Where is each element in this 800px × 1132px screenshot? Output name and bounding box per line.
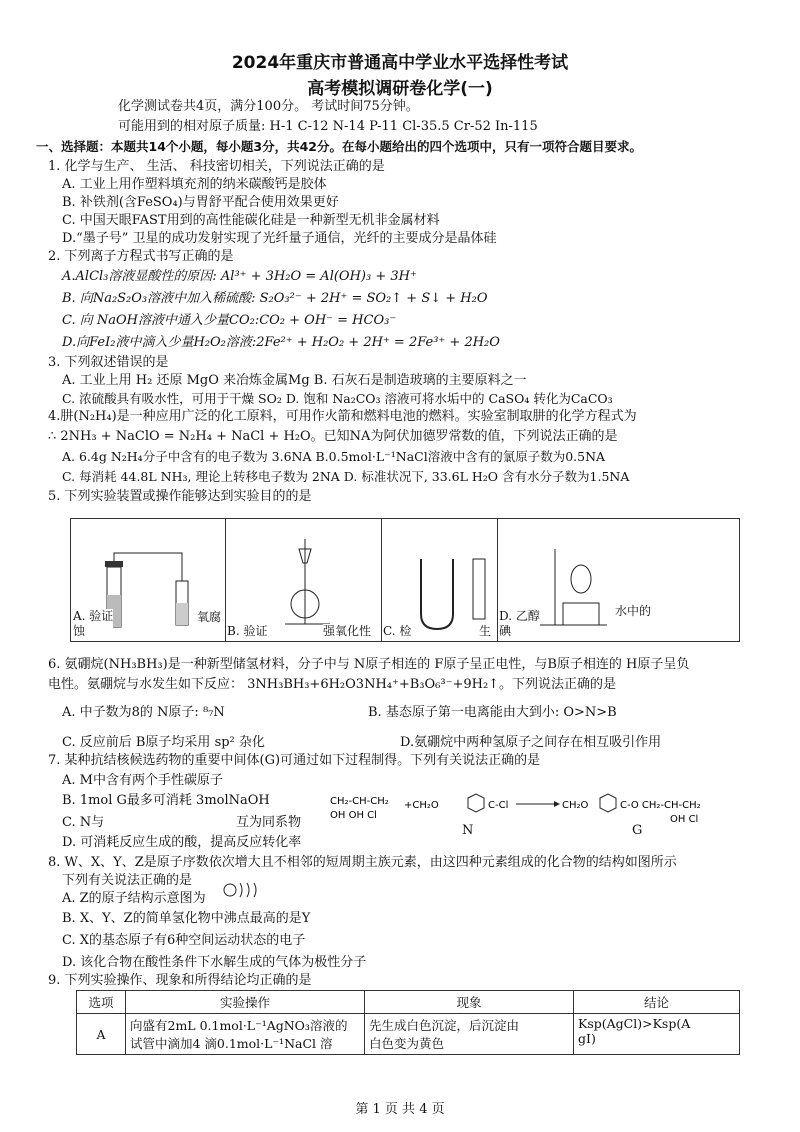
experiment-table <box>76 990 740 1055</box>
question-stem-2: 电性。氨硼烷与水发生如下反应： 3NH₃BH₃+6H₂O3NH₄⁺+B₃O₆³⁻+9H₂↑。下列说法正确的是 <box>48 677 617 692</box>
question-stem: 5. 下列实验装置或操作能够达到实验目的的是 <box>48 489 312 504</box>
label-g: G <box>632 823 643 838</box>
page-footer: 第 1 页 共 4 页 <box>355 1102 445 1117</box>
option-d: D.向FeI₂液中滴入少量H₂O₂溶液:2Fe²⁺ + H₂O₂ + 2H⁺ = 2Fe³⁺ + 2H₂O <box>62 335 500 350</box>
svg-text:+CH₂O: +CH₂O <box>404 800 439 811</box>
option-d: D. 该化合物在酸性条件下水解生成的气体为极性分子 <box>62 955 367 970</box>
options-cd: C. 每消耗 44.8L NH₃, 理论上转移电子数为 2NA D. 标准状况下, 33.6L H₂O 含有水分子数为1.5NA <box>62 469 630 484</box>
option-a: A. M中含有两个手性碳原子 <box>62 773 223 788</box>
svg-text:CH₂O: CH₂O <box>562 800 589 811</box>
option-b: B. 向Na₂S₂O₃溶液中加入稀硫酸: S₂O₃²⁻ + 2H⁺ = SO₂↑ + S↓ + H₂O <box>62 291 488 306</box>
caption-b: B. 验证 <box>227 624 268 638</box>
options-cd: C. 浓硫酸具有吸水性，可用于干燥 SO₂ D. 饱和 Na₂CO₃ 溶液可将水垢中的 CaSO₄ 转化为CaCO₃ <box>62 391 613 406</box>
caption-a: A. 验证 蚀 <box>73 609 114 638</box>
question-stem: 1. 化学与生产、 生活、 科技密切相关，下列说法正确的是 <box>48 159 385 174</box>
caption-d-2: 水中的 <box>615 604 652 618</box>
question-stem: 8. W、X、Y、Z是原子序数依次增大且不相邻的短周期主族元素，由这四种元素组成的化合物的结构如图所示 <box>48 855 677 870</box>
header-phenomenon: 现象 <box>365 991 574 1014</box>
flask-illustration <box>225 519 381 641</box>
option-d: D. 可消耗反应生成的酸，提高反应转化率 <box>62 835 302 850</box>
cell-operation: 向盛有2mL 0.1mol·L⁻¹AgNO₃溶液的 试管中滴加4 滴0.1mol·L⁻¹NaCl 溶 <box>126 1014 365 1055</box>
svg-text:OH Cl: OH Cl <box>670 814 699 825</box>
question-stem-2: ∴ 2NH₃ + NaClO = N₂H₄ + NaCl + H₂O。已知NA为阿伏加德罗常数的值，下列说法正确的是 <box>48 429 618 444</box>
caption-c: C. 检 <box>383 624 412 638</box>
option-a: A.AlCl₃溶液显酸性的原因: Al³⁺ + 3H₂O = Al(OH)₃ + 3H⁺ <box>62 269 417 284</box>
question-stem: 3. 下列叙述错误的是 <box>48 355 169 370</box>
reaction-scheme <box>330 782 730 842</box>
svg-text:OH OH Cl: OH OH Cl <box>330 810 377 821</box>
apparatus-a <box>71 519 226 641</box>
option-b: B. 补铁剂(含FeSO₄)与胃舒平配合使用效果更好 <box>62 195 339 210</box>
svg-text:C-Cl: C-Cl <box>488 800 509 811</box>
cell-conclusion: Ksp(AgCl)>Ksp(A gI) <box>574 1014 740 1055</box>
svg-text:CH₂-CH-CH₂: CH₂-CH-CH₂ <box>330 796 389 807</box>
question-stem: 9. 下列实验操作、现象和所得结论均正确的是 <box>48 973 312 988</box>
table-header-row <box>77 991 740 1014</box>
option-c: C. 中国天眼FAST用到的高性能碳化硅是一种新型无机非金属材料 <box>62 213 440 228</box>
options-ab: A. 6.4g N₂H₄分子中含有的电子数为 3.6NA B.0.5mol·L⁻¹NaCl溶液中含有的氯原子数为0.5NA <box>62 449 606 464</box>
question-stem: 6. 氨硼烷(NH₃BH₃)是一种新型储氢材料，分子中与 N原子相连的 F原子呈正电性，与B原子相连的 H原子呈负 <box>48 657 690 672</box>
options-ab: A. 工业上用 H₂ 还原 MgO 来冶炼金属Mg B. 石灰石是制造玻璃的主要原料之一 <box>62 373 527 388</box>
apparatus-figures <box>70 518 740 642</box>
option-a: A. 中子数为8的 N原子: ⁸₇N <box>62 705 225 720</box>
option-a: A. Z的原子结构示意图为 <box>62 891 206 906</box>
header-conclusion: 结论 <box>574 991 740 1014</box>
option-c: C. 反应前后 B原子均采用 sp² 杂化 <box>62 735 265 750</box>
exam-title: 2024年重庆市普通高中学业水平选择性考试 <box>231 53 569 73</box>
caption-c-2: 生 <box>479 624 492 638</box>
apparatus-b <box>225 519 382 641</box>
exam-subtitle: 高考模拟调研卷化学(一) <box>307 79 493 99</box>
question-stem: 7. 某种抗结核候选药物的重要中间体(G)可通过如下过程制得。下列有关说法正确的是 <box>48 753 541 768</box>
option-c: C. 向 NaOH溶液中通入少量CO₂:CO₂ + OH⁻ = HCO₃⁻ <box>62 313 397 328</box>
option-c-2: 互为同系物 <box>236 815 302 830</box>
caption-b-2: 强氧化性 <box>323 624 372 638</box>
question-stem: 2. 下列离子方程式书写正确的是 <box>48 249 234 264</box>
option-b: B. X、Y、Z的简单氢化物中沸点最高的是Y <box>62 911 311 926</box>
atomic-masses: 可能用到的相对原子质量: H-1 C-12 N-14 P-11 Cl-35.5 Cr-52 In-115 <box>118 119 538 134</box>
option-b: B. 1mol G最多可消耗 3molNaOH <box>62 793 270 808</box>
atom-structure-icon <box>222 880 262 900</box>
exam-info: 化学测试卷共4页，满分100分。 考试时间75分钟。 <box>118 99 419 114</box>
option-c: C. X的基态原子有6种空间运动状态的电子 <box>62 933 306 948</box>
question-stem: 4.肼(N₂H₄)是一种应用广泛的化工原料，可用作火箭和燃料电池的燃料。实验室制取肼的化学方程式为 <box>48 409 637 424</box>
option-c: C. N与 <box>62 815 105 830</box>
option-d: D.“墨子号” 卫星的成功发射实现了光纤量子通信，光纤的主要成分是晶体硅 <box>62 231 497 246</box>
svg-text:C-O CH₂-CH-CH₂: C-O CH₂-CH-CH₂ <box>620 800 701 811</box>
label-n: N <box>462 823 474 838</box>
caption-a-2: 氧腐 <box>196 610 221 624</box>
cell-option: A <box>77 1014 126 1055</box>
cell-phenomenon: 先生成白色沉淀，后沉淀由 白色变为黄色 <box>365 1014 574 1055</box>
question-stem-2: 下列有关说法正确的是 <box>62 873 193 888</box>
caption-d: D. 乙醇 碘 <box>499 609 540 638</box>
option-a: A. 工业上用作塑料填充剂的纳米碳酸钙是胶体 <box>62 177 327 192</box>
u-tube-illustration <box>381 519 497 641</box>
header-operation: 实验操作 <box>126 991 365 1014</box>
table-row <box>77 1014 740 1055</box>
option-b: B. 基态原子第一电离能由大到小: O>N>B <box>368 705 617 720</box>
option-d: D.氨硼烷中两种氢原子之间存在相互吸引作用 <box>400 735 662 750</box>
apparatus-d <box>497 519 739 641</box>
section-heading: 一、选择题：本题共14个小题，每小题3分，共42分。在每小题给出的四个选项中，只有一项符合题目要求。 <box>36 139 642 154</box>
apparatus-c <box>381 519 498 641</box>
header-option: 选项 <box>77 991 126 1014</box>
